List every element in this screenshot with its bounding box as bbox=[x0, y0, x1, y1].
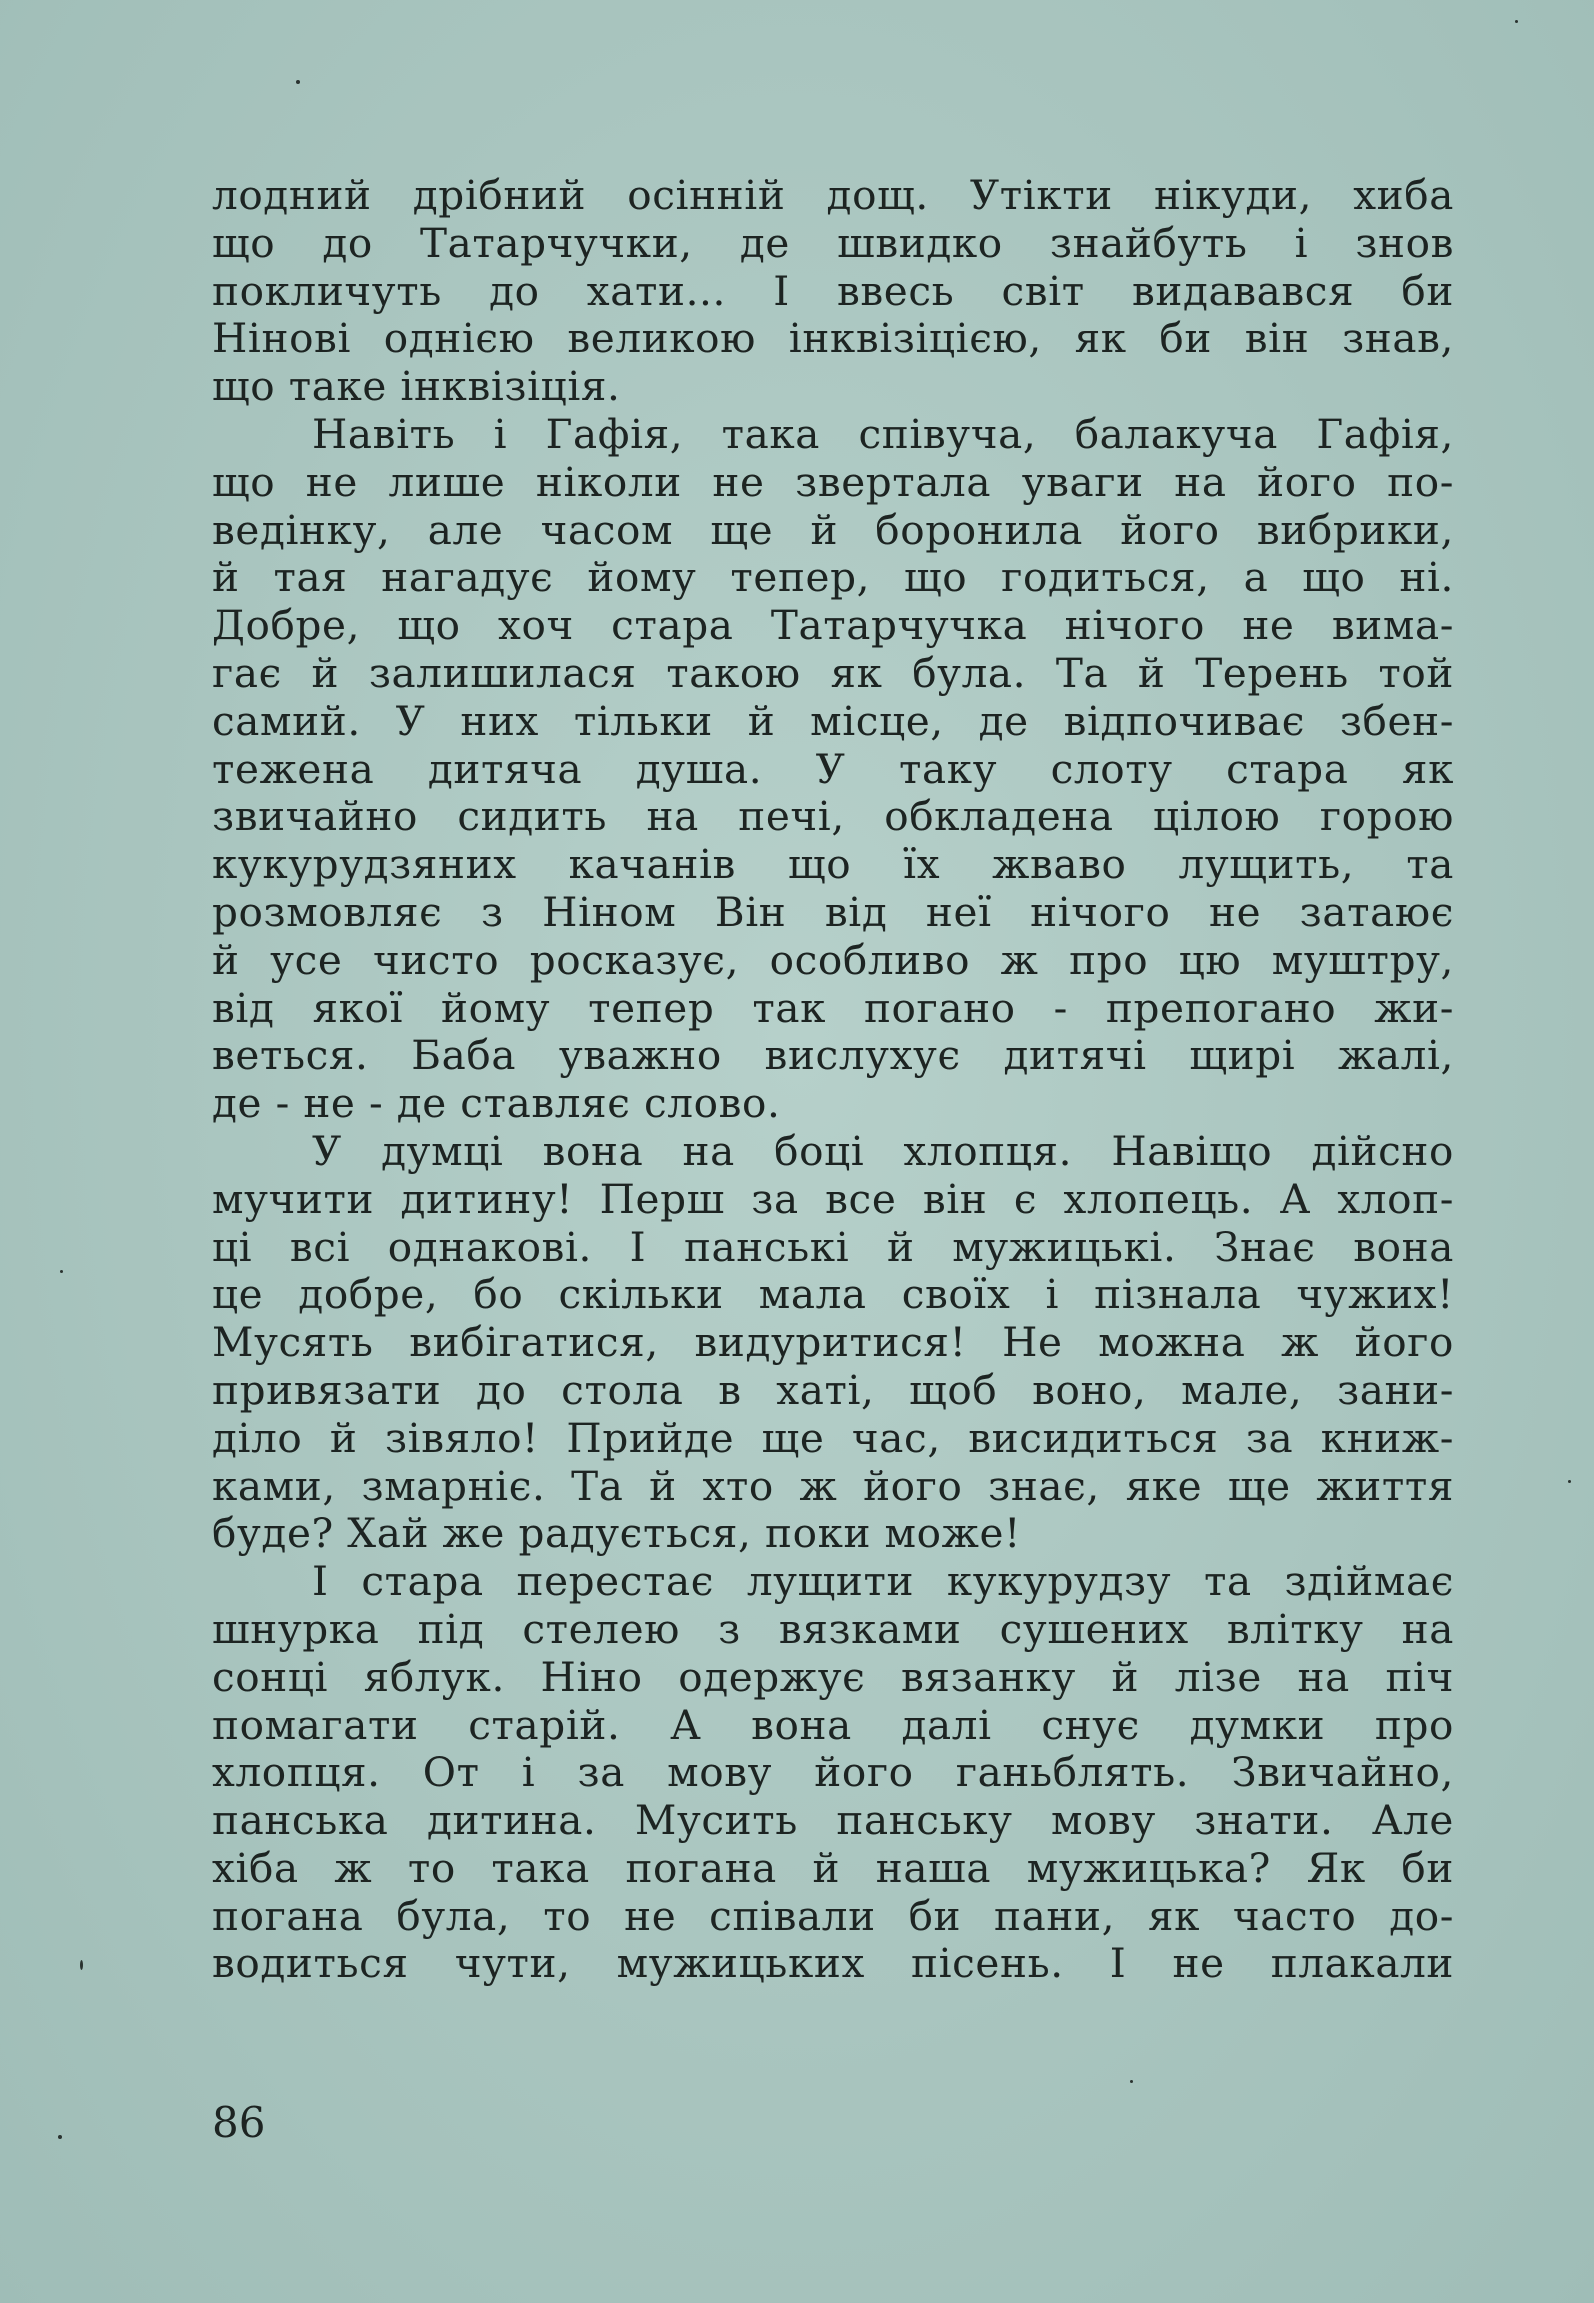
paper-speck bbox=[80, 1960, 83, 1970]
text-line: й тая нагадує йому тепер, що годиться, а що ні. bbox=[212, 553, 1454, 602]
text-line: де - не - де ставляє слово. bbox=[212, 1079, 781, 1128]
text-line: погана була, то не співали би пани, як часто до- bbox=[212, 1891, 1454, 1940]
text-line: покличуть до хати... І ввесь світ видавався би bbox=[212, 266, 1454, 315]
paper-speck bbox=[1515, 20, 1518, 23]
text-line: ці всі однакові. І панські й мужицькі. Знає вона bbox=[212, 1222, 1454, 1271]
text-line: водиться чути, мужицьких пісень. І не плакали bbox=[212, 1939, 1454, 1988]
body-text bbox=[212, 172, 1454, 1988]
text-line: хіба ж то така погана й наша мужицька? Як би bbox=[212, 1843, 1454, 1892]
text-line: ками, змарніє. Та й хто ж його знає, яке ще життя bbox=[212, 1461, 1454, 1510]
text-line: лодний дрібний осінній дощ. Утікти нікуди, хиба bbox=[212, 171, 1454, 219]
text-line: це добре, бо скільки мала своїх і пізнала чужих! bbox=[212, 1270, 1454, 1319]
text-line: тежена дитяча душа. У таку слоту стара як bbox=[212, 744, 1454, 793]
paper-speck bbox=[58, 2135, 62, 2139]
paragraph bbox=[212, 1558, 1454, 1988]
text-line: й усе чисто росказує, особливо ж про цю муштру, bbox=[212, 935, 1454, 984]
text-line: У думці вона на боці хлопця. Навіщо дійсно bbox=[312, 1126, 1454, 1175]
text-line: ведінку, але часом ще й боронила його вибрики, bbox=[212, 505, 1454, 554]
paper-speck bbox=[60, 1270, 63, 1273]
page-number: 86 bbox=[212, 2098, 266, 2147]
text-line: буде? Хай же радується, поки може! bbox=[212, 1509, 1021, 1558]
paper-speck bbox=[1130, 2080, 1133, 2083]
text-line: Добре, що хоч стара Татарчучка нічого не вима- bbox=[212, 601, 1454, 650]
text-line: помагати старій. А вона далі снує думки про bbox=[212, 1700, 1454, 1749]
text-line: самий. У них тільки й місце, де відпочиває збен- bbox=[212, 696, 1454, 745]
text-line: веться. Баба уважно вислухує дитячі щирі жалі, bbox=[212, 1031, 1454, 1080]
text-line: від якої йому тепер так погано - препогано жи- bbox=[212, 983, 1454, 1032]
text-line: кукурудзяних качанів що їх жваво лущить, та bbox=[212, 840, 1454, 889]
text-line: гає й залишилася такою як була. Та й Терень той bbox=[212, 648, 1454, 697]
text-line: сонці яблук. Ніно одержує вязанку й лізе на піч bbox=[212, 1652, 1454, 1701]
text-line: Нінові однією великою інквізіцією, як би він знав, bbox=[212, 314, 1454, 363]
text-line: звичайно сидить на печі, обкладена цілою горою bbox=[212, 792, 1454, 841]
text-line: Навіть і Гафія, така співуча, балакуча Гафія, bbox=[312, 409, 1454, 458]
text-line: що таке інквізіція. bbox=[212, 362, 621, 411]
text-line: розмовляє з Ніном Він від неї нічого не затаює bbox=[212, 887, 1454, 936]
paragraph bbox=[212, 411, 1454, 1128]
text-line: мучити дитину! Перш за все він є хлопець. А хлоп- bbox=[212, 1174, 1454, 1223]
paragraph bbox=[212, 1128, 1454, 1558]
text-line: шнурка під стелею з вязками сушених влітку на bbox=[212, 1604, 1454, 1653]
text-line: панська дитина. Мусить панську мову знати. Але bbox=[212, 1796, 1454, 1845]
text-line: Мусять вибігатися, видуритися! Не можна ж його bbox=[212, 1318, 1454, 1367]
text-line: хлопця. От і за мову його ганьблять. Звичайно, bbox=[212, 1748, 1454, 1797]
paper-speck bbox=[296, 80, 300, 84]
text-line: привязати до стола в хаті, щоб воно, мале, зани- bbox=[212, 1365, 1454, 1414]
text-line: що не лише ніколи не звертала уваги на його по- bbox=[212, 457, 1454, 506]
paper-speck bbox=[1568, 1480, 1571, 1483]
paragraph bbox=[212, 172, 1454, 411]
text-line: діло й зівяло! Прийде ще час, висидиться за книж- bbox=[212, 1413, 1454, 1462]
text-line: що до Татарчучки, де швидко знайбуть і знов bbox=[212, 218, 1454, 267]
text-line: І стара перестає лущити кукурудзу та здіймає bbox=[312, 1557, 1454, 1606]
